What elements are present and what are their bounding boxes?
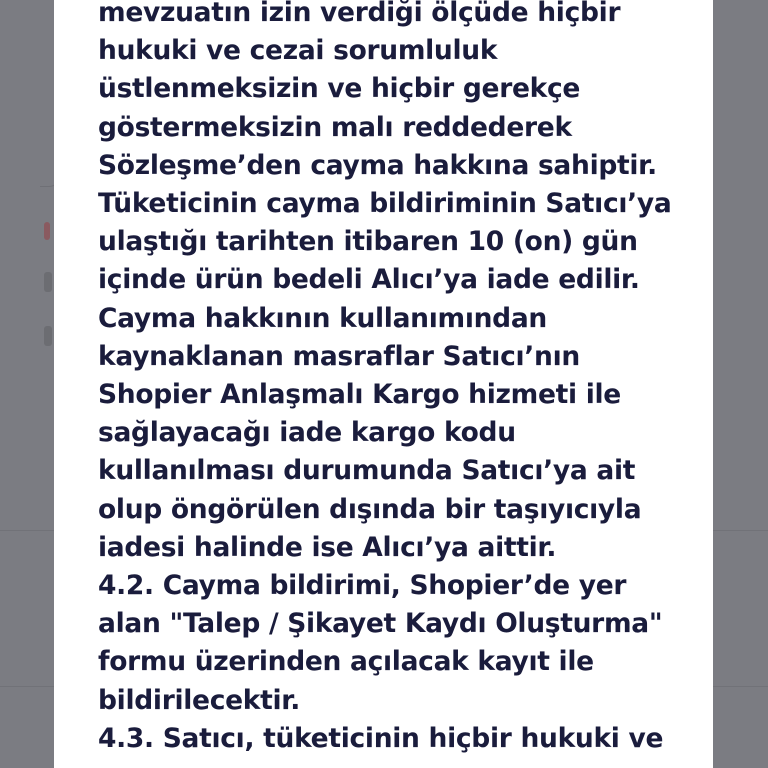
agreement-text-line: olup öngörülen dışında bir taşıyıcıyla [98,493,642,525]
agreement-text-line: Shopier Anlaşmalı Kargo hizmeti ile [98,379,621,411]
agreement-text-line: formu üzerinden açılacak kayıt ile [98,646,594,678]
agreement-text-line: Tüketicinin cayma bildiriminin Satıcı’ya [98,188,672,220]
background-divider [0,530,54,531]
agreement-text-line: bildirilecektir. [98,684,301,716]
agreement-text-line: ulaştığı tarihten itibaren 10 (on) gün [98,226,638,258]
agreement-text-line: iadesi halinde ise Alıcı’ya aittir. [98,531,557,563]
agreement-text-line: mevzuatın izin verdiği ölçüde hiçbir [98,0,621,28]
background-divider [0,686,54,687]
agreement-text-body [98,0,698,758]
agreement-text-line: hukuki ve cezai sorumluluk [98,35,498,67]
agreement-text-line: kullanılması durumunda Satıcı’ya ait [98,455,636,487]
background-divider [713,530,768,531]
agreement-text-line: Cayma hakkının kullanımından [98,302,547,334]
background-divider [713,686,768,687]
agreement-modal[interactable] [54,0,713,768]
agreement-text-line: 4.3. Satıcı, tüketicinin hiçbir hukuki ve [98,722,664,754]
background-icon [44,326,52,346]
background-icon [44,272,52,292]
agreement-text-line: alan "Talep / Şikayet Kaydı Oluşturma" [98,608,663,640]
agreement-text-line: sağlayacağı iade kargo kodu [98,417,516,449]
agreement-text-line: 4.2. Cayma bildirimi, Shopier’de yer [98,570,627,602]
agreement-text-line: göstermeksizin malı reddederek [98,111,572,143]
background-badge [44,222,50,240]
agreement-text-line: kaynaklanan masraflar Satıcı’nın [98,340,580,372]
agreement-text-line: Sözleşme’den cayma hakkına sahiptir. [98,149,657,181]
agreement-text-line: içinde ürün bedeli Alıcı’ya iade edilir. [98,264,640,296]
agreement-text-line: üstlenmeksizin ve hiçbir gerekçe [98,73,581,105]
